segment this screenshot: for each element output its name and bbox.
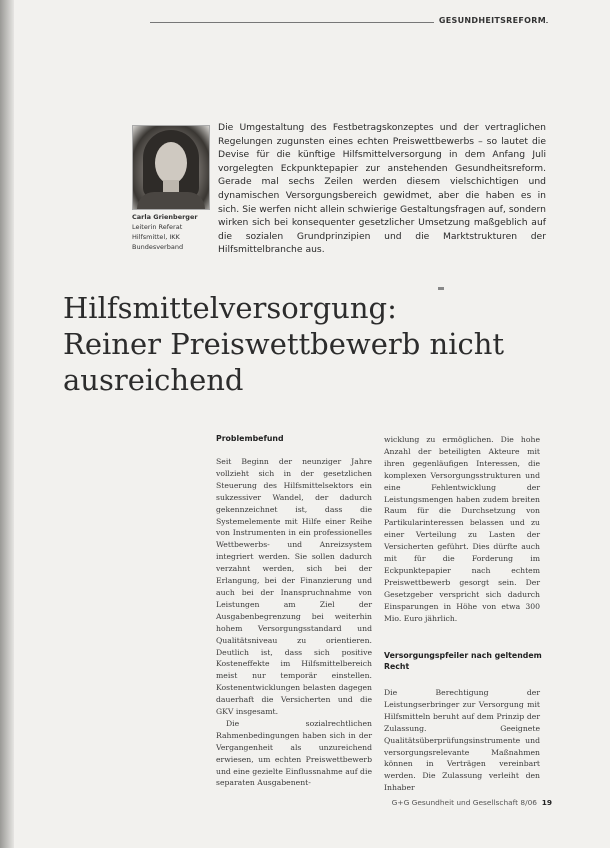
author-role-line: Leiterin Referat [132,223,183,231]
body-column-right [384,434,540,625]
subhead-problembefund: Problembefund [216,434,284,443]
author-photo [132,125,210,210]
page-edge-shadow [0,0,14,848]
author-name: Carla Grienberger [132,213,198,221]
body-column-left [216,456,372,789]
body-paragraph: Seit Beginn der neunziger Jahre vollzieht sich in der gesetzlichen Steuerung des Hilfsmittelsektors ein sukzessiver Wandel, der dadurch gekennzeichnet ist, dass die Systemelemente mit Hilfe einer Reihe von Instrumenten in ein professionelles Wettbewerbs- und Anreizsystem integriert werden. Sie sollen dadurch verzahnt werden, sich bei der Erlangung, bei der Finanzierung und auch bei der Inanspruchnahme von Leistungen am Ziel der Ausgabenbegrenzung bei weiterhin hohem Versorgungsstandard und Qualitätsniveau zu orientieren. Deutlich ist, dass sich positive Kosteneffekte im Hilfsmittelbereich meist nur temporär einstellen. Kostenentwicklungen belasten dagegen dauerhaft die Versicherten und die GKV insgesamt. [216,457,372,717]
author-caption [132,212,212,252]
headline-line: Hilfsmittelversorgung: [63,291,397,325]
headline-line: Reiner Preiswettbewerb nicht [63,327,505,361]
body-paragraph: Die sozialrechtlichen Rahmenbedingungen haben sich in der Vergangenheit als unzureichend erwiesen, um echten Preiswettbewerb und eine gezielte Einflussnahme auf die separaten Ausgabenent- [216,718,372,788]
body-paragraph: Die Berechtigung der Leistungserbringer zur Versorgung mit Hilfsmitteln beruht auf dem Prinzip der Zulassung. Geeignete Qualitätsüberprüfungsinstrumente und versorgungsrelevante Maßnahmen können in Verträgen vereinbart werden. Die Zulassung verleiht den Inhaber [384,688,540,793]
author-role-line: Hilfsmittel, IKK [132,233,180,241]
author-role-line: Bundesverband [132,243,184,251]
body-column-right-lower [384,687,540,794]
footer-journal: G+G Gesundheit und Gesellschaft 8/06 [391,798,537,807]
intro-paragraph: Die Umgestaltung des Festbetragskonzeptes und der vertraglichen Regelungen zugunsten eines echten Preiswettbewerbs – so lautet die Devise für die künftige Hilfsmittelversorgung in dem Anfang Juli vorgelegten Eckpunktepapier zur anstehenden Gesundheitsreform. Gerade mal sechs Zeilen werden diesem vielschichtigen und dynamischen Versorgungsbereich gewidmet, aber die haben es in sich. Sie werfen nicht allein schwierige Gestaltungsfragen auf, sondern wirken sich bei konsequenter gesetzlicher Umsetzung maßgeblich auf die sozialen Grundprinzipien und die Marktstrukturen der Hilfsmittelbranche aus. [218,122,546,256]
page-number: 19 [541,798,552,807]
article-headline [63,290,533,398]
page-footer [392,798,552,807]
headline-line: ausreichend [63,363,244,397]
subhead-versorgungspfeiler: Versorgungspfeiler nach geltendem Recht [384,651,542,671]
body-paragraph: wicklung zu ermöglichen. Die hohe Anzahl der beteiligten Akteure mit ihren gegenläufigen Interessen, die komplexen Versorgungsstrukturen und eine Fehlentwicklung der Leistungsmengen haben zudem breiten Raum für die Durchsetzung von Partikularinteressen belassen und zu einer Verteilung zu Lasten der Versicherten geführt. Dies dürfte auch mit für die Forderung im Eckpunktepapier nach echtem Preiswettbewerb gesorgt sein. Der Gesetzgeber verspricht sich dadurch Einsparungen in Höhe von etwa 300 Mio. Euro jährlich. [384,435,540,623]
section-label: GESUNDHEITSREFORM [434,16,546,25]
